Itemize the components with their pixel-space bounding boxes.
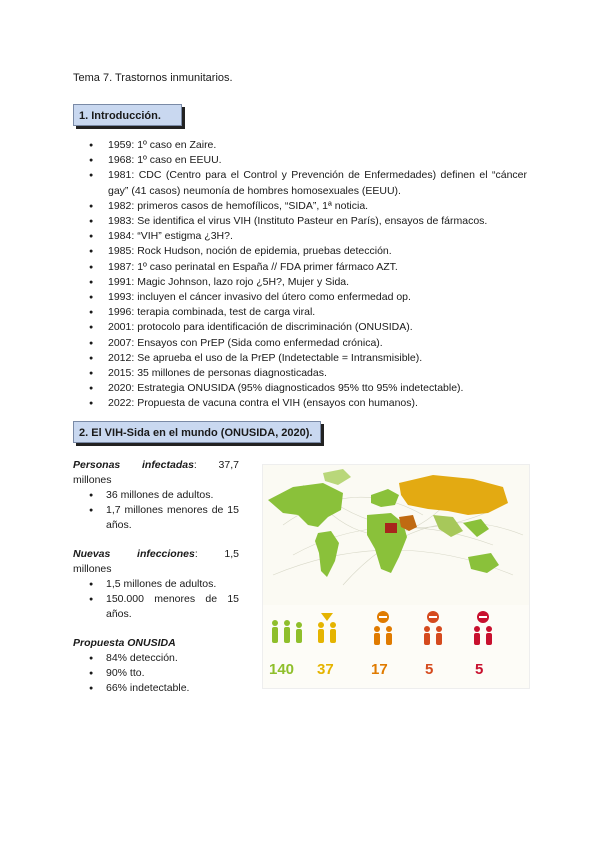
- timeline-item: ● 1982: primeros casos de hemofílicos, “SIDA”, 1ª noticia.: [73, 199, 527, 214]
- list-item: ● 1,5 millones de adultos.: [73, 577, 239, 592]
- people-icon-group-1: [272, 620, 302, 643]
- propuesta-heading: [73, 636, 239, 651]
- list-item: ● 84% detección.: [73, 651, 239, 666]
- timeline-item: ● 1984: “VIH” estigma ¿3H?.: [73, 229, 527, 244]
- list-item: ● 66% indetectable.: [73, 681, 239, 696]
- timeline-item: ● 1985: Rock Hudson, noción de epidemia, pruebas detección.: [73, 244, 527, 259]
- timeline-item: ● 2015: 35 millones de personas diagnosticadas.: [73, 366, 527, 381]
- nuevas-value: : 1,5: [194, 548, 240, 560]
- list-item: ● 1,7 millones menores de 15 años.: [73, 503, 239, 533]
- section-heading-introduccion: 1. Introducción.: [73, 104, 182, 126]
- propuesta-list: [73, 651, 239, 696]
- timeline-item: ● 1991: Magic Johnson, lazo rojo ¿5H?, Mujer y Sida.: [73, 275, 527, 290]
- timeline-list: [73, 138, 527, 412]
- people-icon-group-4: [424, 611, 442, 645]
- infectadas-paragraph: [73, 458, 239, 473]
- people-icon-group-3: [374, 611, 392, 645]
- list-item: ● 150.000 menores de 15 años.: [73, 592, 239, 622]
- figure-number: 5: [475, 661, 484, 678]
- timeline-item: ● 2001: protocolo para identificación de discriminación (ONUSIDA).: [73, 320, 527, 335]
- nuevas-lead: Nuevas infecciones: [73, 548, 195, 560]
- infectadas-lead: Personas infectadas: [73, 459, 194, 471]
- timeline-item: ● 2012: Se aprueba el uso de la PrEP (Indetectable = Intransmisible).: [73, 351, 527, 366]
- timeline-item: ● 1983: Se identifica el virus VIH (Instituto Pasteur en París), ensayos de fármacos.: [73, 214, 527, 229]
- nuevas-unit: millones: [73, 563, 112, 575]
- timeline-item: ● 1996: terapia combinada, test de carga viral.: [73, 305, 527, 320]
- people-icon-group-5: [474, 611, 492, 645]
- list-item: ● 90% tto.: [73, 666, 239, 681]
- nuevas-paragraph: [73, 547, 239, 562]
- world-hiv-map-figure: [262, 464, 530, 689]
- timeline-item: ● 1959: 1º caso en Zaire.: [73, 138, 527, 153]
- section-heading-vih-mundo: 2. El VIH-Sida en el mundo (ONUSIDA, 2020).: [73, 421, 321, 443]
- timeline-item: ● 1993: incluyen el cáncer invasivo del útero como enfermedad op.: [73, 290, 527, 305]
- figure-numbers: [263, 661, 529, 681]
- people-icon-group-2: [318, 613, 336, 643]
- document-title: Tema 7. Trastornos inmunitarios.: [73, 72, 233, 84]
- list-item: ● 36 millones de adultos.: [73, 488, 239, 503]
- timeline-item: ● 1987: 1º caso perinatal en España // FDA primer fármaco AZT.: [73, 260, 527, 275]
- timeline-item: ● 2020: Estrategia ONUSIDA (95% diagnosticados 95% tto 95% indetectable).: [73, 381, 527, 396]
- propuesta-lead: Propuesta ONUSIDA: [73, 637, 176, 649]
- timeline-item: ● 1981: CDC (Centro para el Control y Prevención de Enfermedades) definen el “cáncer gay” (41 casos) neumonía de hombres homosexuales (EEUU).: [73, 168, 527, 198]
- statistics-column: [73, 458, 239, 696]
- figure-number: 5: [425, 661, 434, 678]
- timeline-item: ● 2022: Propuesta de vacuna contra el VIH (ensayos con humanos).: [73, 396, 527, 411]
- timeline-item: ● 2007: Ensayos con PrEP (Sida como enfermedad crónica).: [73, 336, 527, 351]
- timeline-item: ● 1968: 1º caso en EEUU.: [73, 153, 527, 168]
- infectadas-list: [73, 488, 239, 533]
- figure-number: 140: [269, 661, 295, 678]
- figure-number: 37: [317, 661, 334, 678]
- infectadas-unit: millones: [73, 474, 112, 486]
- figure-number: 17: [371, 661, 388, 678]
- world-map-icon: [263, 465, 529, 688]
- infectadas-value: : 37,7: [193, 459, 239, 471]
- nuevas-list: [73, 577, 239, 622]
